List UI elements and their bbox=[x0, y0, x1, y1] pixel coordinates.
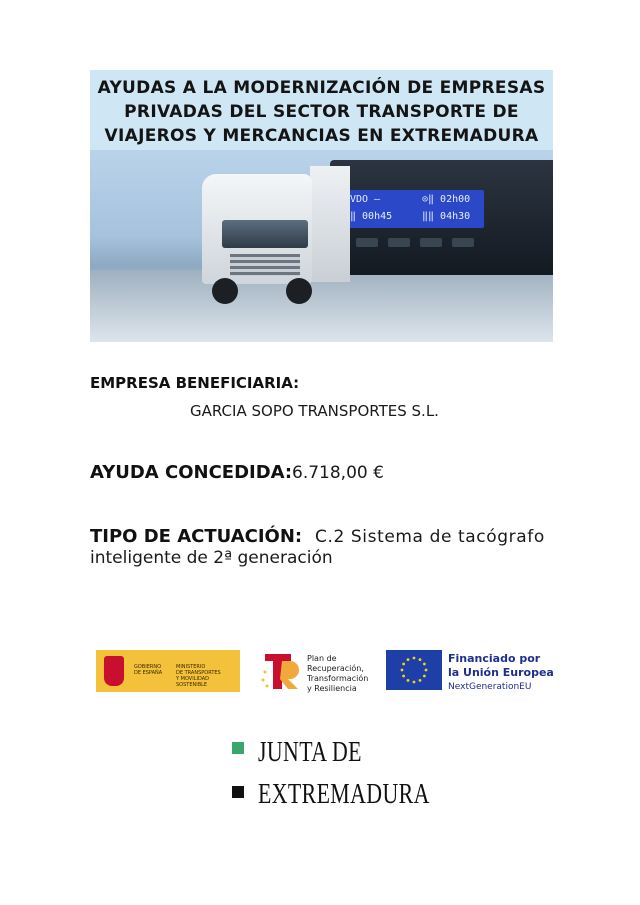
tacho-row2-left: ‖ 00h45 bbox=[350, 211, 393, 222]
banner-title-line-3: VIAJEROS Y MERCANCIAS EN EXTREMADURA bbox=[104, 126, 539, 146]
tacho-up-button bbox=[388, 238, 410, 247]
gobierno-text: GOBIERNO DE ESPAÑA bbox=[134, 664, 163, 676]
truck-icon bbox=[190, 166, 350, 306]
action-value-line-1: C.2 Sistema de tacógrafo bbox=[315, 527, 545, 547]
eu-logo bbox=[386, 650, 554, 692]
plan-text: Plan de Recuperación, Transformación y Resiliencia bbox=[307, 654, 369, 693]
banner-title-line-1: AYUDAS A LA MODERNIZACIÓN DE EMPRESAS bbox=[97, 78, 546, 98]
action-value-line-2: inteligente de 2ª generación bbox=[90, 548, 333, 568]
grant-label: AYUDA CONCEDIDA: bbox=[90, 462, 293, 483]
tacho-back-button bbox=[356, 238, 378, 247]
truck-trailer bbox=[310, 166, 350, 282]
green-square-icon bbox=[232, 742, 244, 754]
tacho-ok-button bbox=[452, 238, 474, 247]
tacho-row2-right: ‖‖ 04h30 bbox=[422, 211, 471, 222]
next-generation-text: NextGenerationEU bbox=[448, 682, 532, 692]
action-label: TIPO DE ACTUACIÓN: bbox=[90, 526, 303, 547]
tacho-row1-right: ⊙‖ 02h00 bbox=[422, 194, 471, 205]
tachograph-device bbox=[330, 160, 553, 275]
truck-wheel-front bbox=[212, 278, 238, 304]
gobierno-logo bbox=[96, 650, 240, 692]
truck-tachograph-photo bbox=[90, 150, 553, 342]
tacho-row1-left: VDO ― bbox=[350, 194, 381, 205]
header-banner bbox=[90, 70, 553, 342]
prtr-mark-icon bbox=[259, 650, 303, 692]
eu-flag-icon bbox=[386, 650, 442, 690]
truck-wheel-rear bbox=[286, 278, 312, 304]
plan-recuperacion-logo bbox=[255, 650, 385, 692]
junta-extremadura-logo bbox=[232, 738, 432, 818]
black-square-icon bbox=[232, 786, 244, 798]
spain-crest-icon bbox=[104, 656, 124, 686]
tachograph-screen bbox=[344, 190, 484, 228]
banner-title-line-2: PRIVADAS DEL SECTOR TRANSPORTE DE bbox=[124, 102, 519, 122]
banner-title bbox=[90, 76, 553, 148]
truck-windshield bbox=[222, 220, 308, 248]
eu-financiado-text: Financiado por la Unión Europea bbox=[448, 652, 554, 679]
tacho-down-button bbox=[420, 238, 442, 247]
beneficiary-value: GARCIA SOPO TRANSPORTES S.L. bbox=[190, 402, 439, 420]
beneficiary-label: EMPRESA BENEFICIARIA: bbox=[90, 374, 300, 392]
junta-line-2: EXTREMADURA bbox=[258, 779, 430, 810]
ministerio-text: MINISTERIO DE TRANSPORTES Y MOVILIDAD SOSTENIBLE bbox=[176, 664, 221, 688]
junta-line-1: JUNTA DE bbox=[258, 737, 362, 768]
grant-value: 6.718,00 € bbox=[292, 463, 384, 483]
truck-cab bbox=[202, 174, 312, 284]
truck-grill bbox=[230, 254, 300, 276]
